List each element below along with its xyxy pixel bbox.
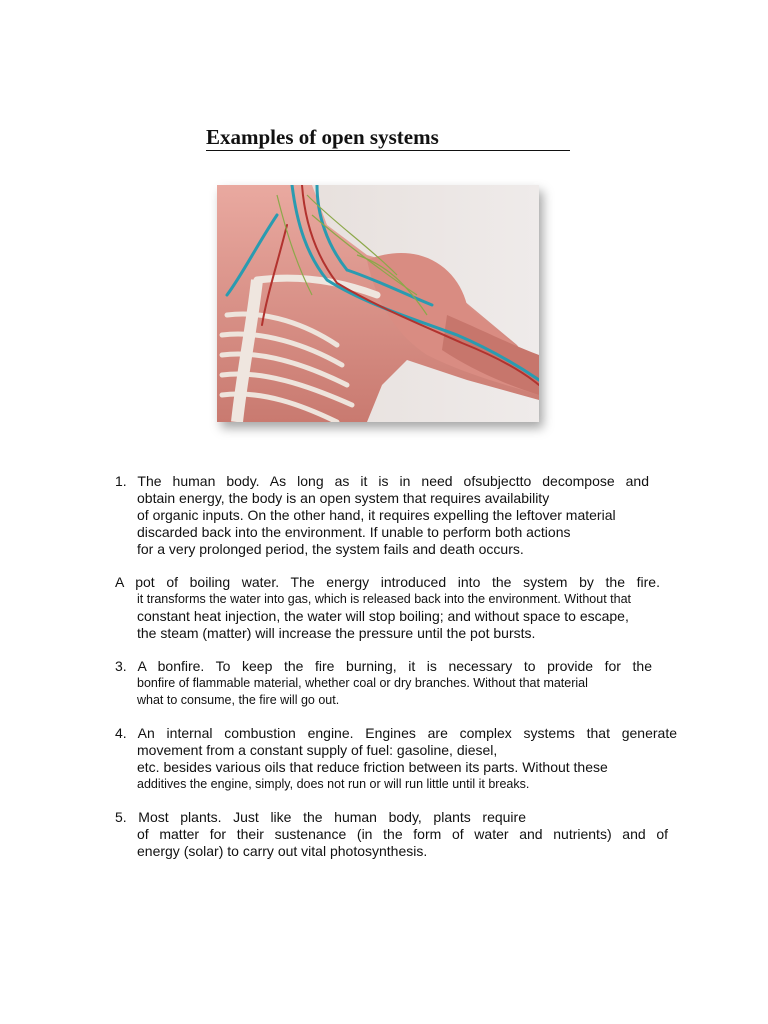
list-item-line: of matter for their sustenance (in the form of water and nutrients) and of (137, 826, 668, 842)
list-item-line: 5. Most plants. Just like the human body, plants require (115, 809, 526, 825)
list-item-line: it transforms the water into gas, which is released back into the environment. Without that (137, 592, 631, 606)
list-item (115, 574, 660, 642)
list-item-line: for a very prolonged period, the system fails and death occurs. (137, 541, 524, 557)
list-item-line: 3. A bonfire. To keep the fire burning, it is necessary to provide for the (115, 658, 652, 674)
list-item (115, 809, 668, 860)
human-anatomy-shoulder-icon (217, 185, 539, 422)
list-item-line: movement from a constant supply of fuel: gasoline, diesel, (137, 742, 498, 758)
list-item-line: constant heat injection, the water will stop boiling; and without space to escape, (137, 608, 629, 624)
list-item-line: discarded back into the environment. If unable to perform both actions (137, 524, 571, 540)
list-item-line: 1. The human body. As long as it is in need ofsubjectto decompose and (115, 473, 649, 489)
list-item-line: etc. besides various oils that reduce friction between its parts. Without these (137, 759, 608, 775)
list-item-line: energy (solar) to carry out vital photosynthesis. (137, 843, 428, 859)
list-item (115, 473, 649, 558)
list-item-line: bonfire of flammable material, whether coal or dry branches. Without that material (137, 676, 588, 690)
examples-list (115, 473, 677, 876)
list-item-line: A pot of boiling water. The energy introduced into the system by the fire. (115, 574, 660, 590)
list-item-line: of organic inputs. On the other hand, it requires expelling the leftover material (137, 507, 616, 523)
list-item (115, 725, 677, 793)
anatomy-image (217, 185, 539, 422)
list-item-line: 4. An internal combustion engine. Engines are complex systems that generate (115, 725, 677, 741)
list-item (115, 658, 652, 709)
list-item-line: the steam (matter) will increase the pressure until the pot bursts. (137, 625, 536, 641)
list-item-line: additives the engine, simply, does not run or will run little until it breaks. (137, 777, 530, 791)
list-item-line: what to consume, the fire will go out. (137, 693, 340, 707)
page-title: Examples of open systems (206, 124, 570, 151)
list-item-line: obtain energy, the body is an open system that requires availability (137, 490, 550, 506)
